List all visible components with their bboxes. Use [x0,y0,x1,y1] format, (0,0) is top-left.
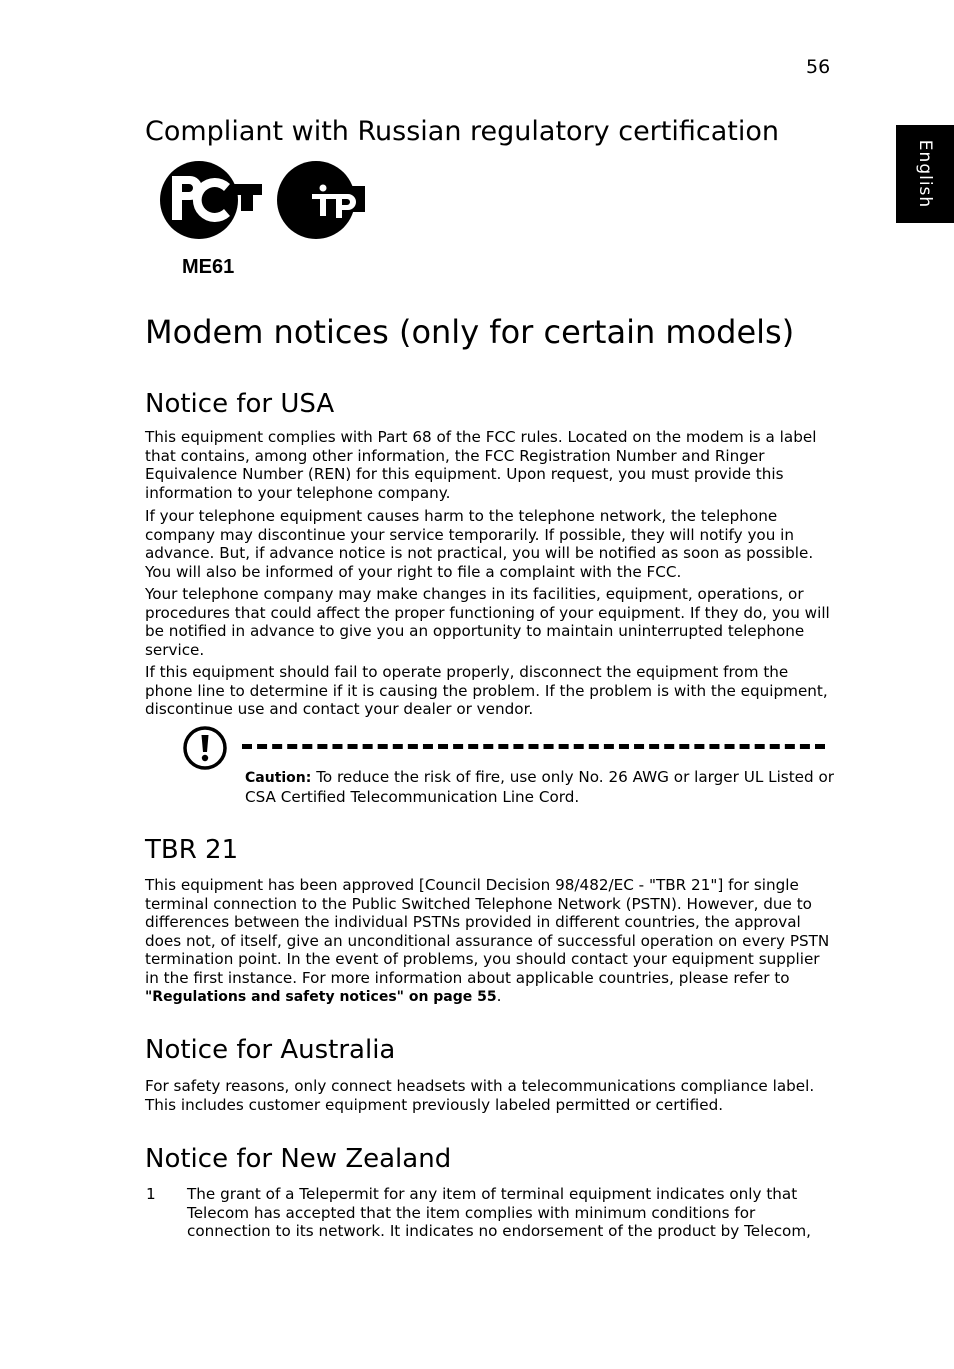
australia-paragraph: For safety reasons, only connect headsets with a telecommunications compliance label. This includes customer equipment previously labeled permitted or certified. [145,1077,815,1114]
certification-logos [158,158,373,247]
pct-logo [160,161,262,239]
language-side-tab [896,125,954,223]
australia-heading: Notice for Australia [145,1035,396,1065]
list-item-number: 1 [146,1185,156,1203]
new-zealand-heading: Notice for New Zealand [145,1144,452,1174]
russia-certification-code: ME61 [182,256,235,278]
caution-text: To reduce the risk of fire, use only No. 26 AWG or larger UL Listed or CSA Certified Telecommunication Line Cord. [245,768,835,806]
certification-logos-graphic [158,158,373,243]
modem-notices-heading: Modem notices (only for certain models) [145,313,795,351]
tp-logo [277,161,365,239]
usa-paragraph-1: This equipment complies with Part 68 of the FCC rules. Located on the modem is a label that contains, among other information, the FCC Registration Number and Ringer Equivalence Number (REN) for this equipment. Upon request, you must provide this information to your telephone company. [145,428,817,502]
list-item-text: The grant of a Telepermit for any item of terminal equipment indicates only that Telecom has accepted that the item complies with minimum conditions for connection to its network. It indicates no endorsement of the product by Telecom, [187,1185,811,1240]
russia-certification-heading: Compliant with Russian regulatory certification [145,116,779,147]
usa-paragraph-2: If your telephone equipment causes harm to the telephone network, the telephone company may discontinue your service temporarily. If possible, they will notify you in advance. But, if advance notice is not practical, you will be notified as soon as possible. You will also be informed of your right to file a complaint with the FCC. [145,507,814,581]
tbr21-text: This equipment has been approved [Council Decision 98/482/EC - "TBR 21"] for single terminal connection to the Public Switched Telephone Network (PSTN). However, due to differences between the individual PSTNs provided in different countries, the approval does not, of itself, give an unconditional assurance of successful operation on every PSTN termination point. In the event of problems, you should contact your equipment supplier in the first instance. For more information about applicable countries, please refer to [145,876,830,987]
caution-icon [182,725,228,775]
regulations-reference-link[interactable]: "Regulations and safety notices" on page 55 [145,989,497,1005]
usa-paragraph-4: If this equipment should fail to operate properly, disconnect the equipment from the phone line to determine if it is causing the problem. If the problem is with the equipment, discontinue use and contact your dealer or vendor. [145,663,828,718]
tbr21-end: . [496,987,502,1005]
page-number: 56 [806,56,831,78]
tbr21-heading: TBR 21 [145,835,239,865]
tbr21-paragraph [145,876,835,1007]
usa-heading: Notice for USA [145,389,335,419]
caution-label: Caution: [245,770,312,786]
caution-divider [242,744,825,749]
caution-note [245,768,835,807]
language-tab-label: English [915,139,935,209]
usa-paragraph-3: Your telephone company may make changes in its facilities, equipment, operations, or procedures that could affect the proper functioning of your equipment. If they do, you will be notified in advance to give you an opportunity to maintain uninterrupted telephone service. [145,585,830,659]
